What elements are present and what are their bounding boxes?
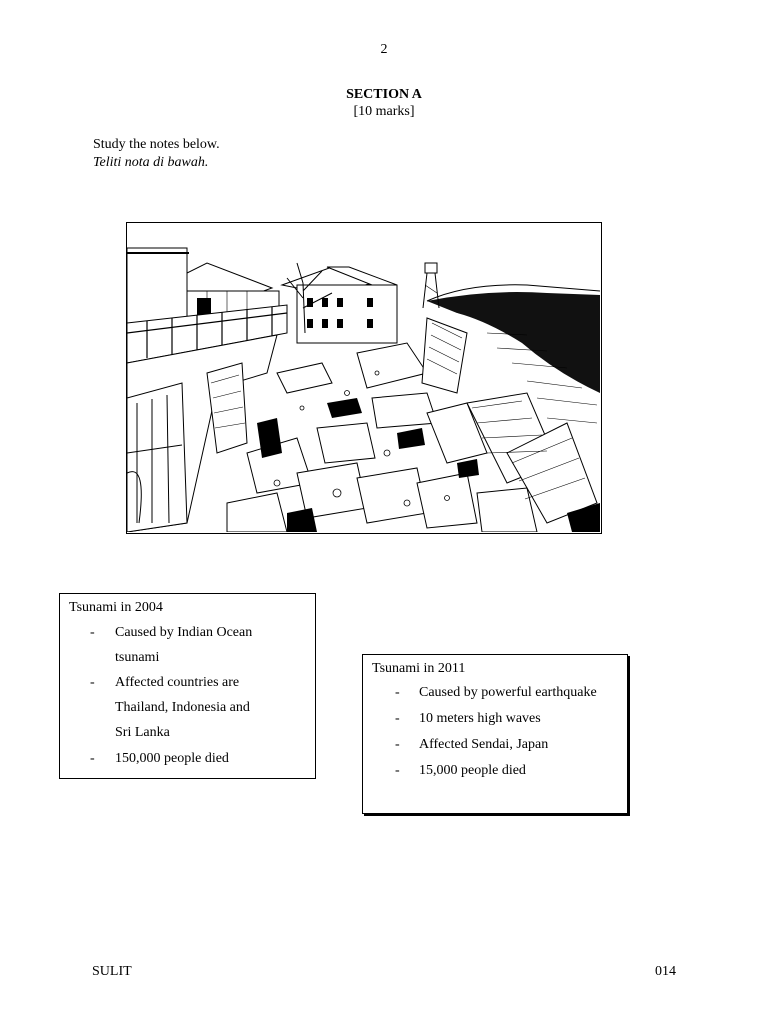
bullet-dash: - [90, 751, 95, 766]
box-2011-title: Tsunami in 2011 [372, 661, 466, 676]
box-2004-line: 150,000 people died [115, 751, 229, 766]
box-2004-title: Tsunami in 2004 [69, 600, 163, 615]
instruction-english: Study the notes below. [93, 137, 220, 152]
tsunami-destruction-illustration [126, 222, 602, 534]
box-2011-item: 10 meters high waves [419, 711, 541, 726]
box-2011-item: Caused by powerful earthquake [419, 685, 597, 700]
box-2004-line: Affected countries are [115, 675, 240, 690]
box-2004-line: Sri Lanka [115, 725, 170, 740]
box-2004-line: Caused by Indian Ocean [115, 625, 253, 640]
box-2004-line: tsunami [115, 650, 160, 665]
bullet-dash: - [395, 711, 400, 726]
box-2011-item: Affected Sendai, Japan [419, 737, 549, 752]
box-2004-line: Thailand, Indonesia and [115, 700, 250, 715]
box-2011-item: 15,000 people died [419, 763, 526, 778]
bullet-dash: - [90, 675, 95, 690]
bullet-dash: - [395, 685, 400, 700]
section-title: SECTION A [346, 87, 422, 102]
instruction-malay: Teliti nota di bawah. [93, 155, 209, 170]
notes-box-2011 [362, 654, 628, 814]
footer-code: 014 [655, 964, 676, 979]
bullet-dash: - [90, 625, 95, 640]
footer-sulit: SULIT [92, 964, 132, 979]
section-marks: [10 marks] [353, 104, 415, 119]
illustration-drawing [127, 223, 600, 532]
bullet-dash: - [395, 737, 400, 752]
notes-box-2004 [59, 593, 316, 779]
page-number: 2 [380, 42, 388, 57]
bullet-dash: - [395, 763, 400, 778]
